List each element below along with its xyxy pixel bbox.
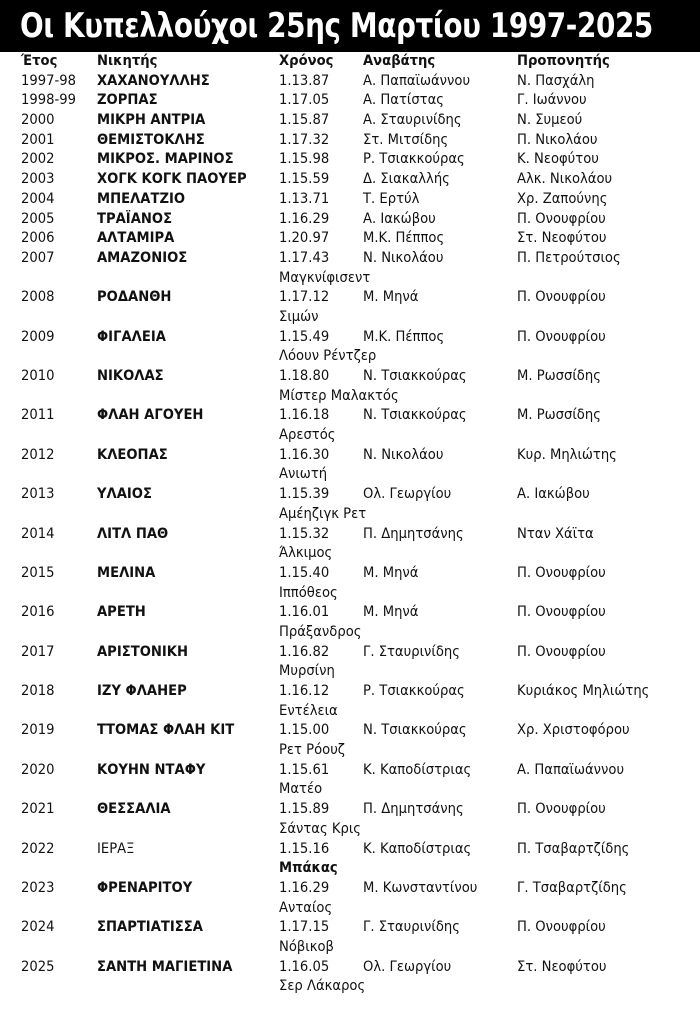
table-row	[0, 721, 700, 741]
cell-trainer: Μ. Ρωσσίδης	[517, 407, 601, 424]
table-row	[0, 249, 700, 269]
table-row	[0, 761, 700, 781]
cell-time: 1.15.87	[279, 112, 330, 129]
header-winner: Νικητής	[97, 53, 158, 69]
cell-time: 1.20.97	[279, 230, 330, 247]
cell-winner: ΜΙΚΡΗ ΑΝΤΡΙΑ	[97, 112, 206, 129]
table-row	[0, 367, 700, 387]
cell-winner: ΑΡΙΣΤΟΝΙΚΗ	[97, 643, 189, 660]
cell-time: 1.17.15	[279, 919, 330, 936]
table-row	[0, 603, 700, 623]
table-row	[0, 564, 700, 584]
cell-trainer: Ν. Πασχάλη	[517, 72, 595, 89]
cell-runner-up: Μυρσίνη	[279, 663, 335, 680]
cell-year: 2018	[21, 683, 55, 699]
table-row	[0, 682, 700, 702]
cell-winner: ΖΟΡΠΑΣ	[97, 92, 158, 109]
cell-time: 1.16.29	[279, 210, 330, 227]
cell-trainer: Στ. Νεοφύτου	[517, 230, 607, 247]
cell-runner-up: Μίστερ Μαλακτός	[279, 387, 399, 404]
cell-year: 2002	[21, 151, 55, 168]
cell-trainer: Γ. Τσαβαρτζίδης	[517, 879, 627, 896]
table-row	[0, 170, 700, 190]
table-row	[0, 328, 700, 348]
table-row	[0, 446, 700, 466]
cell-trainer: Π. Νικολάου	[517, 131, 598, 148]
cell-time: 1.16.18	[279, 407, 330, 424]
cell-jockey: Α. Παπαϊωάννου	[363, 72, 471, 89]
cell-runner-up: Μαγκνίφισεντ	[279, 269, 371, 286]
cell-winner: ΜΠΕΛΑΤΖΙΟ	[97, 190, 186, 207]
cell-winner: ΣΑΝΤΗ ΜΑΓΙΕΤΙΝΑ	[97, 958, 233, 975]
cell-year: 2025	[21, 958, 55, 975]
cell-time: 1.15.32	[279, 525, 330, 542]
cell-runner-up: Σιμών	[279, 308, 319, 325]
cell-year: 2019	[21, 722, 55, 739]
cell-jockey: Μ. Μηνά	[363, 564, 419, 581]
cell-time: 1.16.05	[279, 958, 330, 975]
table-row	[0, 210, 700, 230]
cell-year: 2006	[21, 230, 55, 247]
cell-trainer: Π. Ονουφρίου	[517, 643, 606, 660]
table-row	[0, 800, 700, 820]
cell-jockey: Ρ. Τσιακκούρας	[363, 151, 465, 168]
cell-winner: ΧΑΧΑΝΟΥΛΛΗΣ	[97, 72, 210, 89]
cell-jockey: Ολ. Γεωργίου	[363, 958, 452, 975]
header-time: Χρόνος	[279, 53, 334, 69]
cell-trainer: Ν. Συμεού	[517, 112, 583, 129]
cell-runner-up: Μπάκας	[279, 860, 338, 877]
cell-jockey: Μ. Κωνσταντίνου	[363, 879, 478, 896]
cell-time: 1.15.98	[279, 151, 330, 168]
cell-time: 1.16.29	[279, 879, 330, 896]
cell-time: 1.16.12	[279, 683, 330, 699]
table-row	[0, 485, 700, 505]
cell-year: 2017	[21, 643, 55, 660]
cell-time: 1.15.16	[279, 840, 330, 857]
cell-time: 1.15.61	[279, 761, 330, 778]
table-row	[0, 643, 700, 663]
cell-winner: ΤΡΑΪΑΝΟΣ	[97, 210, 173, 227]
cell-trainer: Κυριάκος Μηλιώτης	[517, 683, 650, 699]
cell-runner-up: Ανταίος	[279, 899, 333, 916]
table-subrow	[0, 977, 700, 997]
cell-runner-up: Ρετ Ρόουζ	[279, 742, 345, 759]
cell-trainer: Κ. Νεοφύτου	[517, 151, 599, 168]
cell-jockey: Μ. Μηνά	[363, 289, 419, 306]
cell-winner: ΑΡΕΤΗ	[97, 604, 146, 621]
table-row	[0, 918, 700, 938]
cell-year: 2007	[21, 249, 55, 266]
cell-time: 1.17.43	[279, 249, 330, 266]
cell-year: 2005	[21, 210, 55, 227]
cell-trainer: Π. Ονουφρίου	[517, 328, 606, 345]
table-row	[0, 72, 700, 92]
cell-jockey: Ν. Τσιακκούρας	[363, 368, 467, 384]
cell-year: 2012	[21, 446, 55, 463]
table-subrow	[0, 347, 700, 367]
table-subrow	[0, 623, 700, 643]
cell-jockey: Στ. Μιτσίδης	[363, 131, 449, 148]
table-subrow	[0, 780, 700, 800]
table-row	[0, 131, 700, 151]
cell-winner: ΙΖΥ ΦΛΑΗΕΡ	[97, 683, 187, 699]
cell-year: 2015	[21, 564, 55, 581]
cell-winner: ΡΟΔΑΝΘΗ	[97, 289, 172, 306]
table-row	[0, 879, 700, 899]
table-row	[0, 406, 700, 426]
table-body	[0, 72, 700, 997]
cell-year: 2011	[21, 407, 55, 424]
table-row	[0, 150, 700, 170]
cell-winner: ΘΕΜΙΣΤΟΚΛΗΣ	[97, 131, 205, 148]
cell-time: 1.16.30	[279, 446, 330, 463]
table-row	[0, 111, 700, 131]
cell-winner: ΚΛΕΟΠΑΣ	[97, 446, 168, 463]
cell-trainer: Π. Ονουφρίου	[517, 919, 606, 936]
cell-winner: ΦΡΕΝΑΡΙΤΟΥ	[97, 879, 193, 896]
cell-winner: ΣΠΑΡΤΙΑΤΙΣΣΑ	[97, 919, 203, 936]
cell-time: 1.15.00	[279, 722, 330, 739]
cell-winner: ΦΛΑΗ ΑΓΟΥΕΗ	[97, 407, 204, 424]
cell-winner: ΜΙΚΡΟΣ. ΜΑΡΙΝΟΣ	[97, 151, 234, 168]
page-title: Οι Κυπελλούχοι 25ης Μαρτίου 1997-2025	[20, 6, 653, 46]
cell-runner-up: Σερ Λάκαρος	[279, 978, 366, 995]
cell-year: 2013	[21, 486, 55, 503]
cell-trainer: Α. Παπαϊωάννου	[517, 761, 625, 778]
cell-runner-up: Αμέηζιγκ Ρετ	[279, 505, 367, 522]
cell-year: 2020	[21, 761, 55, 778]
cell-trainer: Π. Ονουφρίου	[517, 801, 606, 818]
cell-trainer: Χρ. Ζαπούνης	[517, 190, 608, 207]
cell-runner-up: Αρεστός	[279, 427, 336, 444]
cell-time: 1.13.87	[279, 72, 330, 89]
cell-jockey: Α. Πατίστας	[363, 92, 444, 109]
table-subrow	[0, 820, 700, 840]
cell-time: 1.15.40	[279, 564, 330, 581]
cell-trainer: Κυρ. Μηλιώτης	[517, 446, 617, 463]
cell-jockey: Α. Ιακώβου	[363, 210, 436, 227]
cell-runner-up: Εντέλεια	[279, 702, 338, 719]
cell-runner-up: Λόουν Ρέντζερ	[279, 348, 377, 365]
table-header-row	[0, 52, 700, 72]
cell-runner-up: Σάντας Κρις	[279, 820, 362, 837]
cell-trainer: Στ. Νεοφύτου	[517, 958, 607, 975]
cell-trainer: Νταν Χάϊτα	[517, 525, 594, 542]
cell-year: 2024	[21, 919, 55, 936]
cell-trainer: Μ. Ρωσσίδης	[517, 368, 601, 384]
cell-jockey: Ν. Τσιακκούρας	[363, 722, 467, 739]
cell-runner-up: Πράξανδρος	[279, 623, 362, 640]
cell-time: 1.15.39	[279, 486, 330, 503]
cell-jockey: Γ. Σταυρινίδης	[363, 643, 460, 660]
cell-jockey: Α. Σταυρινίδης	[363, 112, 462, 129]
header-year: Έτος	[21, 53, 58, 69]
header-jockey: Αναβάτης	[363, 53, 436, 69]
cell-winner: ΘΕΣΣΑΛΙΑ	[97, 801, 171, 818]
cell-year: 2001	[21, 131, 55, 148]
cell-year: 2000	[21, 112, 55, 129]
cell-trainer: Π. Ονουφρίου	[517, 604, 606, 621]
cell-year: 1998-99	[21, 92, 76, 109]
cell-winner: ΙΕΡΑΞ	[97, 840, 135, 857]
cell-jockey: Ν. Νικολάου	[363, 249, 444, 266]
cell-jockey: Τ. Ερτύλ	[363, 190, 420, 207]
cell-jockey: Κ. Καποδίστριας	[363, 840, 472, 857]
cell-year: 2003	[21, 171, 55, 188]
table-subrow	[0, 741, 700, 761]
table-row	[0, 525, 700, 545]
table-subrow	[0, 584, 700, 604]
cell-trainer: Π. Ονουφρίου	[517, 210, 606, 227]
winners-table	[0, 52, 700, 997]
cell-runner-up: Νόβικοβ	[279, 938, 334, 955]
table-row	[0, 190, 700, 210]
table-row	[0, 958, 700, 978]
cell-year: 2010	[21, 368, 55, 384]
cell-trainer: Π. Ονουφρίου	[517, 564, 606, 581]
cell-year: 2009	[21, 328, 55, 345]
cell-winner: ΑΜΑΖΟΝΙΟΣ	[97, 249, 188, 266]
cell-trainer: Αλκ. Νικολάου	[517, 171, 613, 188]
cell-year: 2021	[21, 801, 55, 818]
cell-year: 1997-98	[21, 72, 76, 89]
header-trainer: Προπονητής	[517, 53, 610, 69]
cell-jockey: Μ. Μηνά	[363, 604, 419, 621]
cell-time: 1.16.01	[279, 604, 330, 621]
table-subrow	[0, 465, 700, 485]
cell-year: 2016	[21, 604, 55, 621]
table-subrow	[0, 544, 700, 564]
cell-time: 1.15.89	[279, 801, 330, 818]
cell-trainer: Χρ. Χριστοφόρου	[517, 722, 630, 739]
cell-runner-up: Ματέο	[279, 781, 323, 798]
table-subrow	[0, 505, 700, 525]
cell-winner: ΜΕΛΙΝΑ	[97, 564, 156, 581]
cell-winner: ΝΙΚΟΛΑΣ	[97, 368, 164, 384]
cell-trainer: Π. Τσαβαρτζίδης	[517, 840, 630, 857]
cell-trainer: Γ. Ιωάννου	[517, 92, 587, 109]
table-subrow	[0, 899, 700, 919]
cell-time: 1.17.32	[279, 131, 330, 148]
cell-trainer: Α. Ιακώβου	[517, 486, 590, 503]
cell-jockey: Δ. Σιακαλλής	[363, 171, 450, 188]
cell-runner-up: Άλκιμος	[279, 545, 333, 562]
table-subrow	[0, 269, 700, 289]
table-row	[0, 840, 700, 860]
cell-jockey: Ν. Νικολάου	[363, 446, 444, 463]
cell-year: 2008	[21, 289, 55, 306]
cell-winner: ΑΛΤΑΜΙΡΑ	[97, 230, 175, 247]
cell-year: 2004	[21, 190, 55, 207]
cell-jockey: Κ. Καποδίστριας	[363, 761, 472, 778]
cell-runner-up: Ιππόθεος	[279, 584, 338, 601]
table-subrow	[0, 662, 700, 682]
cell-winner: ΦΙΓΑΛΕΙΑ	[97, 328, 166, 345]
cell-year: 2014	[21, 525, 55, 542]
cell-runner-up: Ανιωτή	[279, 466, 328, 483]
cell-year: 2023	[21, 879, 55, 896]
cell-jockey: Μ.Κ. Πέππος	[363, 230, 445, 247]
cell-time: 1.17.05	[279, 92, 330, 109]
cell-year: 2022	[21, 840, 55, 857]
table-subrow	[0, 426, 700, 446]
cell-jockey: Π. Δημητσάνης	[363, 525, 464, 542]
table-subrow	[0, 387, 700, 407]
cell-time: 1.17.12	[279, 289, 330, 306]
table-row	[0, 288, 700, 308]
cell-winner: ΛΙΤΛ ΠΑΘ	[97, 525, 169, 542]
cell-time: 1.15.49	[279, 328, 330, 345]
table-subrow	[0, 938, 700, 958]
table-subrow	[0, 308, 700, 328]
cell-jockey: Γ. Σταυρινίδης	[363, 919, 460, 936]
cell-jockey: Ολ. Γεωργίου	[363, 486, 452, 503]
cell-trainer: Π. Ονουφρίου	[517, 289, 606, 306]
cell-time: 1.15.59	[279, 171, 330, 188]
cell-winner: ΥΛΑΙΟΣ	[97, 486, 152, 503]
cell-jockey: Ρ. Τσιακκούρας	[363, 683, 465, 699]
cell-winner: ΚΟΥΗΝ ΝΤΑΦΥ	[97, 761, 206, 778]
table-row	[0, 229, 700, 249]
cell-winner: ΧΟΓΚ ΚΟΓΚ ΠΑΟΥΕΡ	[97, 171, 247, 188]
cell-time: 1.16.82	[279, 643, 330, 660]
cell-time: 1.18.80	[279, 368, 330, 384]
title-bar	[0, 0, 700, 52]
table-subrow	[0, 859, 700, 879]
cell-jockey: Π. Δημητσάνης	[363, 801, 464, 818]
table-row	[0, 91, 700, 111]
cell-jockey: Μ.Κ. Πέππος	[363, 328, 445, 345]
table-subrow	[0, 702, 700, 722]
cell-jockey: Ν. Τσιακκούρας	[363, 407, 467, 424]
cell-winner: ΤΤΟΜΑΣ ΦΛΑΗ ΚΙΤ	[97, 722, 235, 739]
cell-time: 1.13.71	[279, 190, 330, 207]
cell-trainer: Π. Πετρούτσιος	[517, 249, 621, 266]
